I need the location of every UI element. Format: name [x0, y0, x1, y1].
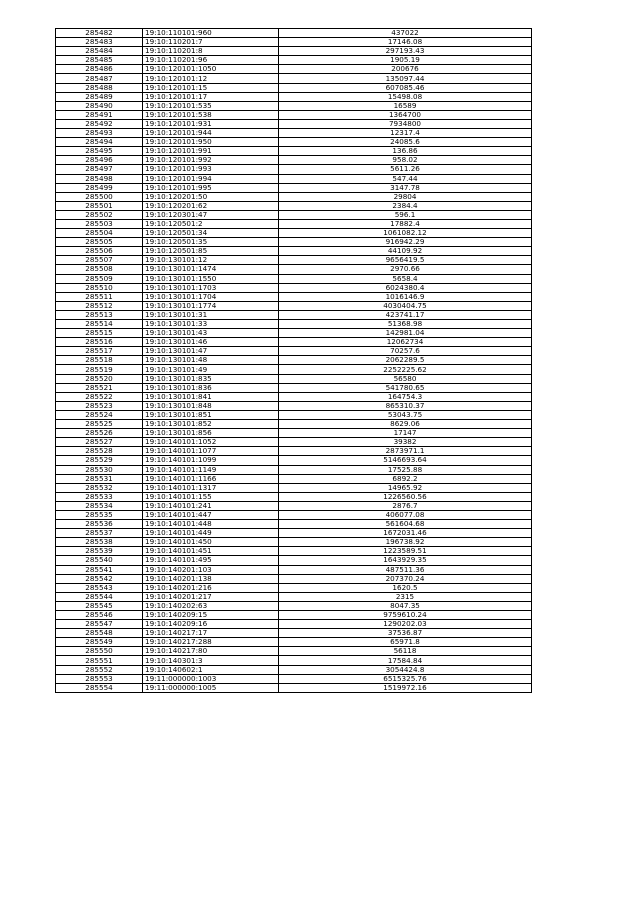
- row-number-cell: 285525: [56, 420, 143, 429]
- row-number-cell: 285533: [56, 492, 143, 501]
- cadastral-number-cell: 19:10:130101:848: [143, 401, 279, 410]
- table-row: [56, 510, 532, 519]
- cadastral-number-cell: 19:10:140101:1099: [143, 456, 279, 465]
- records-table: [55, 28, 532, 693]
- cadastral-number-cell: 19:10:120501:85: [143, 247, 279, 256]
- value-cell: 8629.06: [279, 420, 532, 429]
- row-number-cell: 285482: [56, 29, 143, 38]
- value-cell: 9759610.24: [279, 611, 532, 620]
- cadastral-number-cell: 19:10:140101:447: [143, 510, 279, 519]
- table-row: [56, 29, 532, 38]
- table-row: [56, 374, 532, 383]
- cadastral-number-cell: 19:10:140101:450: [143, 538, 279, 547]
- row-number-cell: 285509: [56, 274, 143, 283]
- value-cell: 1519972.16: [279, 683, 532, 692]
- value-cell: 406077.08: [279, 510, 532, 519]
- value-cell: 2252225.62: [279, 365, 532, 374]
- table-row: [56, 310, 532, 319]
- table-row: [56, 156, 532, 165]
- table-row: [56, 611, 532, 620]
- value-cell: 16589: [279, 101, 532, 110]
- table-row: [56, 65, 532, 74]
- cadastral-number-cell: 19:10:120101:944: [143, 129, 279, 138]
- value-cell: 9656419.5: [279, 256, 532, 265]
- value-cell: 865310.37: [279, 401, 532, 410]
- row-number-cell: 285528: [56, 447, 143, 456]
- row-number-cell: 285544: [56, 592, 143, 601]
- table-row: [56, 110, 532, 119]
- table-row: [56, 38, 532, 47]
- table-row: [56, 365, 532, 374]
- row-number-cell: 285515: [56, 329, 143, 338]
- row-number-cell: 285538: [56, 538, 143, 547]
- value-cell: 1226560.56: [279, 492, 532, 501]
- cadastral-number-cell: 19:10:120101:17: [143, 92, 279, 101]
- row-number-cell: 285505: [56, 238, 143, 247]
- table-row: [56, 292, 532, 301]
- table-row: [56, 301, 532, 310]
- value-cell: 561604.68: [279, 520, 532, 529]
- value-cell: 37536.87: [279, 629, 532, 638]
- row-number-cell: 285512: [56, 301, 143, 310]
- cadastral-number-cell: 19:10:110201:8: [143, 47, 279, 56]
- row-number-cell: 285554: [56, 683, 143, 692]
- row-number-cell: 285497: [56, 165, 143, 174]
- cadastral-number-cell: 19:10:140201:217: [143, 592, 279, 601]
- value-cell: 15498.08: [279, 92, 532, 101]
- table-row: [56, 583, 532, 592]
- cadastral-number-cell: 19:10:140217:288: [143, 638, 279, 647]
- table-row: [56, 274, 532, 283]
- row-number-cell: 285511: [56, 292, 143, 301]
- table-row: [56, 101, 532, 110]
- cadastral-number-cell: 19:10:140217:80: [143, 647, 279, 656]
- cadastral-number-cell: 19:10:130101:31: [143, 310, 279, 319]
- row-number-cell: 285540: [56, 556, 143, 565]
- row-number-cell: 285550: [56, 647, 143, 656]
- table-row: [56, 538, 532, 547]
- table-row: [56, 92, 532, 101]
- row-number-cell: 285506: [56, 247, 143, 256]
- value-cell: 53043.75: [279, 410, 532, 419]
- cadastral-number-cell: 19:10:130101:851: [143, 410, 279, 419]
- row-number-cell: 285520: [56, 374, 143, 383]
- row-number-cell: 285493: [56, 129, 143, 138]
- value-cell: 6024380.4: [279, 283, 532, 292]
- row-number-cell: 285531: [56, 474, 143, 483]
- value-cell: 4030404.75: [279, 301, 532, 310]
- value-cell: 1016146.9: [279, 292, 532, 301]
- cadastral-number-cell: 19:10:140101:495: [143, 556, 279, 565]
- table-row: [56, 119, 532, 128]
- cadastral-number-cell: 19:10:120101:535: [143, 101, 279, 110]
- value-cell: 487511.36: [279, 565, 532, 574]
- table-row: [56, 529, 532, 538]
- value-cell: 1905.19: [279, 56, 532, 65]
- row-number-cell: 285500: [56, 192, 143, 201]
- table-row: [56, 56, 532, 65]
- value-cell: 5611.26: [279, 165, 532, 174]
- table-row: [56, 138, 532, 147]
- table-row: [56, 629, 532, 638]
- table-row: [56, 474, 532, 483]
- row-number-cell: 285547: [56, 620, 143, 629]
- cadastral-number-cell: 19:10:130101:836: [143, 383, 279, 392]
- cadastral-number-cell: 19:10:140101:1149: [143, 465, 279, 474]
- value-cell: 17146.08: [279, 38, 532, 47]
- cadastral-number-cell: 19:10:140101:1077: [143, 447, 279, 456]
- table-row: [56, 601, 532, 610]
- table-row: [56, 683, 532, 692]
- cadastral-number-cell: 19:10:120101:931: [143, 119, 279, 128]
- row-number-cell: 285553: [56, 674, 143, 683]
- cadastral-number-cell: 19:10:140101:449: [143, 529, 279, 538]
- value-cell: 196738.92: [279, 538, 532, 547]
- table-row: [56, 638, 532, 647]
- row-number-cell: 285539: [56, 547, 143, 556]
- table-row: [56, 520, 532, 529]
- cadastral-number-cell: 19:10:120501:35: [143, 238, 279, 247]
- row-number-cell: 285546: [56, 611, 143, 620]
- row-number-cell: 285488: [56, 83, 143, 92]
- value-cell: 1620.5: [279, 583, 532, 592]
- cadastral-number-cell: 19:10:130101:33: [143, 320, 279, 329]
- cadastral-number-cell: 19:10:120101:991: [143, 147, 279, 156]
- value-cell: 1223589.51: [279, 547, 532, 556]
- value-cell: 17525.88: [279, 465, 532, 474]
- table-row: [56, 556, 532, 565]
- cadastral-number-cell: 19:10:120201:50: [143, 192, 279, 201]
- table-row: [56, 256, 532, 265]
- cadastral-number-cell: 19:10:110201:7: [143, 38, 279, 47]
- value-cell: 44109.92: [279, 247, 532, 256]
- value-cell: 958.02: [279, 156, 532, 165]
- cadastral-number-cell: 19:10:120101:992: [143, 156, 279, 165]
- table-row: [56, 392, 532, 401]
- row-number-cell: 285549: [56, 638, 143, 647]
- cadastral-number-cell: 19:10:130101:841: [143, 392, 279, 401]
- table-row: [56, 665, 532, 674]
- row-number-cell: 285524: [56, 410, 143, 419]
- row-number-cell: 285535: [56, 510, 143, 519]
- value-cell: 2970.66: [279, 265, 532, 274]
- table-row: [56, 674, 532, 683]
- cadastral-number-cell: 19:11:000000:1003: [143, 674, 279, 683]
- value-cell: 1364700: [279, 110, 532, 119]
- cadastral-number-cell: 19:10:120101:993: [143, 165, 279, 174]
- row-number-cell: 285541: [56, 565, 143, 574]
- table-row: [56, 210, 532, 219]
- value-cell: 5146693.64: [279, 456, 532, 465]
- value-cell: 39382: [279, 438, 532, 447]
- row-number-cell: 285551: [56, 656, 143, 665]
- row-number-cell: 285492: [56, 119, 143, 128]
- row-number-cell: 285498: [56, 174, 143, 183]
- cadastral-number-cell: 19:10:140201:138: [143, 574, 279, 583]
- row-number-cell: 285508: [56, 265, 143, 274]
- row-number-cell: 285530: [56, 465, 143, 474]
- value-cell: 2876.7: [279, 501, 532, 510]
- table-row: [56, 47, 532, 56]
- table-row: [56, 420, 532, 429]
- table-row: [56, 656, 532, 665]
- value-cell: 916942.29: [279, 238, 532, 247]
- cadastral-number-cell: 19:10:130101:856: [143, 429, 279, 438]
- row-number-cell: 285526: [56, 429, 143, 438]
- value-cell: 1290202.03: [279, 620, 532, 629]
- row-number-cell: 285548: [56, 629, 143, 638]
- cadastral-number-cell: 19:10:140217:17: [143, 629, 279, 638]
- row-number-cell: 285501: [56, 201, 143, 210]
- table-row: [56, 174, 532, 183]
- row-number-cell: 285499: [56, 183, 143, 192]
- value-cell: 541780.65: [279, 383, 532, 392]
- cadastral-number-cell: 19:10:140101:451: [143, 547, 279, 556]
- cadastral-number-cell: 19:10:140101:1166: [143, 474, 279, 483]
- row-number-cell: 285522: [56, 392, 143, 401]
- cadastral-number-cell: 19:10:130101:46: [143, 338, 279, 347]
- cadastral-number-cell: 19:10:140301:3: [143, 656, 279, 665]
- cadastral-number-cell: 19:11:000000:1005: [143, 683, 279, 692]
- table-row: [56, 383, 532, 392]
- table-row: [56, 438, 532, 447]
- value-cell: 607085.46: [279, 83, 532, 92]
- row-number-cell: 285496: [56, 156, 143, 165]
- row-number-cell: 285532: [56, 483, 143, 492]
- table-row: [56, 147, 532, 156]
- cadastral-number-cell: 19:10:120501:2: [143, 219, 279, 228]
- value-cell: 12317.4: [279, 129, 532, 138]
- table-row: [56, 165, 532, 174]
- table-row: [56, 565, 532, 574]
- cadastral-number-cell: 19:10:130101:1774: [143, 301, 279, 310]
- value-cell: 142981.04: [279, 329, 532, 338]
- row-number-cell: 285489: [56, 92, 143, 101]
- cadastral-number-cell: 19:10:140101:1317: [143, 483, 279, 492]
- table-row: [56, 129, 532, 138]
- table-row: [56, 74, 532, 83]
- row-number-cell: 285521: [56, 383, 143, 392]
- table-row: [56, 192, 532, 201]
- cadastral-number-cell: 19:10:130101:49: [143, 365, 279, 374]
- row-number-cell: 285510: [56, 283, 143, 292]
- cadastral-number-cell: 19:10:120101:12: [143, 74, 279, 83]
- value-cell: 8047.35: [279, 601, 532, 610]
- value-cell: 5658.4: [279, 274, 532, 283]
- cadastral-number-cell: 19:10:140101:241: [143, 501, 279, 510]
- table-row: [56, 501, 532, 510]
- row-number-cell: 285502: [56, 210, 143, 219]
- table-row: [56, 492, 532, 501]
- cadastral-number-cell: 19:10:120101:538: [143, 110, 279, 119]
- value-cell: 17147: [279, 429, 532, 438]
- cadastral-number-cell: 19:10:120101:1050: [143, 65, 279, 74]
- row-number-cell: 285490: [56, 101, 143, 110]
- value-cell: 596.1: [279, 210, 532, 219]
- row-number-cell: 285536: [56, 520, 143, 529]
- table-row: [56, 547, 532, 556]
- cadastral-number-cell: 19:10:120201:62: [143, 201, 279, 210]
- cadastral-number-cell: 19:10:130101:47: [143, 347, 279, 356]
- value-cell: 7934800: [279, 119, 532, 128]
- value-cell: 2062289.5: [279, 356, 532, 365]
- cadastral-number-cell: 19:10:120301:47: [143, 210, 279, 219]
- table-row: [56, 229, 532, 238]
- cadastral-number-cell: 19:10:140101:155: [143, 492, 279, 501]
- value-cell: 135097.44: [279, 74, 532, 83]
- row-number-cell: 285495: [56, 147, 143, 156]
- table-row: [56, 356, 532, 365]
- row-number-cell: 285542: [56, 574, 143, 583]
- value-cell: 1061082.12: [279, 229, 532, 238]
- table-row: [56, 320, 532, 329]
- row-number-cell: 285518: [56, 356, 143, 365]
- value-cell: 136.86: [279, 147, 532, 156]
- value-cell: 6892.2: [279, 474, 532, 483]
- row-number-cell: 285523: [56, 401, 143, 410]
- value-cell: 3147.78: [279, 183, 532, 192]
- value-cell: 200676: [279, 65, 532, 74]
- value-cell: 17584.84: [279, 656, 532, 665]
- value-cell: 29804: [279, 192, 532, 201]
- value-cell: 297193.43: [279, 47, 532, 56]
- cadastral-number-cell: 19:10:140209:15: [143, 611, 279, 620]
- row-number-cell: 285483: [56, 38, 143, 47]
- table-row: [56, 247, 532, 256]
- cadastral-number-cell: 19:10:140602:1: [143, 665, 279, 674]
- table-row: [56, 265, 532, 274]
- cadastral-number-cell: 19:10:140201:103: [143, 565, 279, 574]
- row-number-cell: 285545: [56, 601, 143, 610]
- table-row: [56, 338, 532, 347]
- table-row: [56, 283, 532, 292]
- value-cell: 56580: [279, 374, 532, 383]
- value-cell: 51368.98: [279, 320, 532, 329]
- cadastral-number-cell: 19:10:130101:1703: [143, 283, 279, 292]
- table-row: [56, 483, 532, 492]
- cadastral-number-cell: 19:10:110101:960: [143, 29, 279, 38]
- cadastral-number-cell: 19:10:140209:16: [143, 620, 279, 629]
- value-cell: 207370.24: [279, 574, 532, 583]
- cadastral-number-cell: 19:10:140202:63: [143, 601, 279, 610]
- cadastral-number-cell: 19:10:120101:950: [143, 138, 279, 147]
- table-row: [56, 592, 532, 601]
- table-row: [56, 347, 532, 356]
- row-number-cell: 285527: [56, 438, 143, 447]
- row-number-cell: 285484: [56, 47, 143, 56]
- row-number-cell: 285537: [56, 529, 143, 538]
- value-cell: 164754.3: [279, 392, 532, 401]
- row-number-cell: 285552: [56, 665, 143, 674]
- table-row: [56, 219, 532, 228]
- value-cell: 56118: [279, 647, 532, 656]
- row-number-cell: 285507: [56, 256, 143, 265]
- row-number-cell: 285485: [56, 56, 143, 65]
- records-table-body: [56, 29, 532, 693]
- value-cell: 547.44: [279, 174, 532, 183]
- value-cell: 12062734: [279, 338, 532, 347]
- value-cell: 14965.92: [279, 483, 532, 492]
- table-row: [56, 447, 532, 456]
- cadastral-number-cell: 19:10:130101:1704: [143, 292, 279, 301]
- value-cell: 3054424.8: [279, 665, 532, 674]
- row-number-cell: 285529: [56, 456, 143, 465]
- row-number-cell: 285516: [56, 338, 143, 347]
- value-cell: 437022: [279, 29, 532, 38]
- value-cell: 70257.6: [279, 347, 532, 356]
- table-row: [56, 83, 532, 92]
- row-number-cell: 285519: [56, 365, 143, 374]
- table-row: [56, 401, 532, 410]
- value-cell: 2315: [279, 592, 532, 601]
- cadastral-number-cell: 19:10:140101:448: [143, 520, 279, 529]
- table-row: [56, 456, 532, 465]
- table-row: [56, 465, 532, 474]
- cadastral-number-cell: 19:10:130101:43: [143, 329, 279, 338]
- table-row: [56, 429, 532, 438]
- row-number-cell: 285517: [56, 347, 143, 356]
- table-row: [56, 183, 532, 192]
- cadastral-number-cell: 19:10:120101:15: [143, 83, 279, 92]
- cadastral-number-cell: 19:10:130101:852: [143, 420, 279, 429]
- row-number-cell: 285491: [56, 110, 143, 119]
- row-number-cell: 285513: [56, 310, 143, 319]
- row-number-cell: 285514: [56, 320, 143, 329]
- row-number-cell: 285504: [56, 229, 143, 238]
- value-cell: 1672031.46: [279, 529, 532, 538]
- table-row: [56, 647, 532, 656]
- row-number-cell: 285534: [56, 501, 143, 510]
- cadastral-number-cell: 19:10:130101:48: [143, 356, 279, 365]
- value-cell: 2384.4: [279, 201, 532, 210]
- cadastral-number-cell: 19:10:130101:12: [143, 256, 279, 265]
- value-cell: 1643929.35: [279, 556, 532, 565]
- value-cell: 2873971.1: [279, 447, 532, 456]
- cadastral-number-cell: 19:10:130101:1550: [143, 274, 279, 283]
- value-cell: 65971.8: [279, 638, 532, 647]
- value-cell: 17882.4: [279, 219, 532, 228]
- row-number-cell: 285543: [56, 583, 143, 592]
- cadastral-number-cell: 19:10:110201:96: [143, 56, 279, 65]
- cadastral-number-cell: 19:10:140101:1052: [143, 438, 279, 447]
- table-row: [56, 238, 532, 247]
- cadastral-number-cell: 19:10:120101:994: [143, 174, 279, 183]
- cadastral-number-cell: 19:10:120101:995: [143, 183, 279, 192]
- row-number-cell: 285487: [56, 74, 143, 83]
- row-number-cell: 285503: [56, 219, 143, 228]
- table-row: [56, 620, 532, 629]
- cadastral-number-cell: 19:10:130101:1474: [143, 265, 279, 274]
- row-number-cell: 285494: [56, 138, 143, 147]
- cadastral-number-cell: 19:10:120501:34: [143, 229, 279, 238]
- value-cell: 423741.17: [279, 310, 532, 319]
- value-cell: 24085.6: [279, 138, 532, 147]
- table-row: [56, 410, 532, 419]
- cadastral-number-cell: 19:10:130101:835: [143, 374, 279, 383]
- table-row: [56, 329, 532, 338]
- value-cell: 6515325.76: [279, 674, 532, 683]
- cadastral-number-cell: 19:10:140201:216: [143, 583, 279, 592]
- row-number-cell: 285486: [56, 65, 143, 74]
- table-row: [56, 201, 532, 210]
- table-row: [56, 574, 532, 583]
